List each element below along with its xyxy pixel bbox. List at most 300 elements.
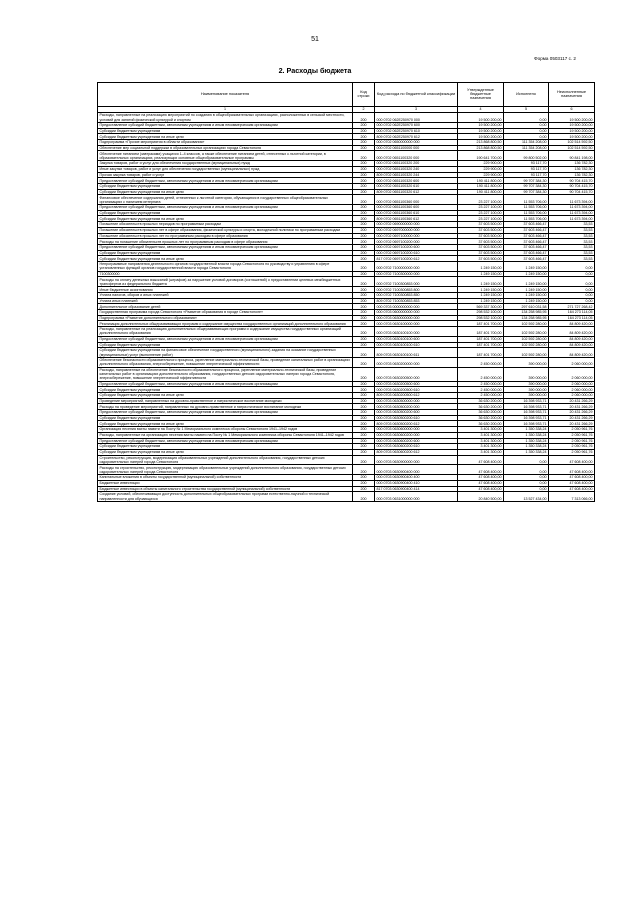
row-approved: 569 337 300,00 <box>458 304 504 310</box>
row-line-code: 200 <box>353 140 375 146</box>
row-line-code: 200 <box>353 455 375 465</box>
header-unexecuted: Неисполненные назначения <box>549 83 595 107</box>
row-expense-code: 809 0703 0630500200 612 <box>375 421 458 427</box>
row-line-code: 200 <box>353 393 375 399</box>
row-line-code: 200 <box>353 304 375 310</box>
row-unexecuted: 0,00 <box>549 271 595 277</box>
row-line-code: 200 <box>353 357 375 367</box>
row-name: Погашение обязательств прошлых лет в сфере образования, физической культуры и спорта, молодежной политики по программным расходам <box>98 227 353 233</box>
row-unexecuted: 11 673 394,00 <box>549 216 595 222</box>
row-unexecuted: 47 608 400,00 <box>549 486 595 492</box>
row-approved: 36 630 200,00 <box>458 398 504 404</box>
row-unexecuted: 2 060 000,00 <box>549 387 595 393</box>
row-expense-code: 000 0702 0651100320 200 <box>375 161 458 167</box>
row-unexecuted: 20 431 266,29 <box>549 415 595 421</box>
row-expense-code: 000 0702 0697100200 600 <box>375 244 458 250</box>
row-unexecuted: 11 673 394,00 <box>549 210 595 216</box>
row-name: Организация несения вахты памяти на Посту № 1 Мемориального комплекса обороны Севастополя 1941–1942 годов <box>98 427 353 433</box>
row-approved: 36 630 200,00 <box>458 415 504 421</box>
row-executed: 16 398 933,71 <box>504 410 549 416</box>
row-line-code: 200 <box>353 256 375 262</box>
row-executed: 0,00 <box>504 455 549 465</box>
row-name: 7100300000 <box>98 271 353 277</box>
row-expense-code: 000 0703 0630500200 610 <box>375 415 458 421</box>
row-expense-code: 000 0703 0630900000 000 <box>375 455 458 465</box>
row-name: Расходы на строительство, реконструкцию, модернизацию образовательных учреждений дополнительного образования, государственных детских оздоровительных лагерей города Севастополя <box>98 465 353 475</box>
row-approved: 36 630 200,00 <box>458 421 504 427</box>
row-line-code: 200 <box>353 321 375 327</box>
row-unexecuted: 47 608 400,00 <box>549 455 595 465</box>
row-approved: 190 641 700,00 <box>458 151 504 161</box>
row-unexecuted: 0,00 <box>549 292 595 298</box>
row-approved: 2 450 000,00 <box>458 393 504 399</box>
row-executed: 99 800 502,00 <box>504 151 549 161</box>
row-executed: 16 398 933,71 <box>504 421 549 427</box>
row-line-code: 200 <box>353 465 375 475</box>
row-name: Расходы, направленные на обеспечение безопасности образовательного процесса, укрепление материально-технической базы, проведение капитальных работ в организациях дополнительного образования, государственных детских оздоровительных лагерях города Севастополя, энергосбережение, повышение энергетической эффективности <box>98 367 353 381</box>
row-executed: 16 398 933,71 <box>504 404 549 410</box>
row-unexecuted: 47 608 400,00 <box>549 475 595 481</box>
row-unexecuted: 2 050 961,76 <box>549 444 595 450</box>
row-name: Предоставление субсидий бюджетным, автономным учреждениям и иным некоммерческим организациям <box>98 178 353 184</box>
row-approved: 23 227 100,00 <box>458 216 504 222</box>
row-unexecuted: 33,53 <box>549 233 595 239</box>
row-approved: 187 401 700,00 <box>458 342 504 348</box>
row-name: Предоставление субсидий бюджетным, автономным учреждениям и иным некоммерческим организациям <box>98 438 353 444</box>
table-header-row <box>98 83 595 107</box>
row-executed: 297 610 031,58 <box>504 304 549 310</box>
row-expense-code: 000 0703 0630200000 000 <box>375 357 458 367</box>
row-expense-code: 000 0703 0630900400 400 <box>375 475 458 481</box>
row-name: Погашение обязательств прошлых периодов по программным расходам <box>98 222 353 228</box>
row-unexecuted: 2 060 000,00 <box>549 357 595 367</box>
row-line-code: 200 <box>353 271 375 277</box>
row-unexecuted: 33,53 <box>549 227 595 233</box>
row-approved: 190 411 800,00 <box>458 178 504 184</box>
row-expense-code: 809 0703 0630200500 612 <box>375 393 458 399</box>
row-executed: 102 592 280,00 <box>504 342 549 348</box>
row-name: Государственная программа города Севастополя «Развитие образования в городе Севастополе» <box>98 309 353 315</box>
row-executed: 37 603 466,47 <box>504 256 549 262</box>
row-line-code: 200 <box>353 122 375 128</box>
row-executed: 1 249 150,00 <box>504 277 549 287</box>
row-unexecuted: 33,53 <box>549 222 595 228</box>
row-expense-code: 000 0703 0630200500 000 <box>375 367 458 381</box>
row-executed: 390 000,00 <box>504 381 549 387</box>
row-expense-code: 000 0702 0651100360 600 <box>375 205 458 211</box>
row-unexecuted: 19 500 200,00 <box>549 122 595 128</box>
row-approved: 1 249 150,00 <box>458 261 504 271</box>
row-line-code: 200 <box>353 415 375 421</box>
row-unexecuted: 2 050 961,76 <box>549 438 595 444</box>
row-line-code: 200 <box>353 239 375 245</box>
row-expense-code: 000 0703 0630100100 610 <box>375 342 458 348</box>
row-approved: 187 401 700,00 <box>458 336 504 342</box>
row-unexecuted: 19 500 200,00 <box>549 134 595 140</box>
row-expense-code: 000 0703 0630100100 000 <box>375 327 458 337</box>
row-executed: 11 553 706,00 <box>504 216 549 222</box>
row-name: Субсидии бюджетным учреждениям <box>98 415 353 421</box>
row-executed: 102 592 280,00 <box>504 348 549 358</box>
row-expense-code: 000 0703 0630200500 600 <box>375 381 458 387</box>
row-name: Реализация дополнительных общеразвивающих программ и содержание имущества государственных организаций дополнительного образования <box>98 321 353 327</box>
row-approved: 37 603 500,00 <box>458 233 504 239</box>
row-line-code: 200 <box>353 387 375 393</box>
row-name: Обеспечение питанием (завтраками) учащихся 1–4 классов, а также обеспечение питанием детей, отнесенных к льготной категории, в образовательных организациях, реализующих основные общеобразовательные программы <box>98 151 353 161</box>
row-unexecuted: 0,00 <box>549 287 595 293</box>
row-executed: 93 117,70 <box>504 172 549 178</box>
row-unexecuted: 20 431 266,29 <box>549 410 595 416</box>
row-line-code: 200 <box>353 277 375 287</box>
table-row <box>98 348 595 358</box>
row-approved: 229 900,00 <box>458 161 504 167</box>
row-name: Расходы на погашение обязательств прошлых лет по программным расходам в сфере образования <box>98 239 353 245</box>
row-expense-code: 000 0702 7100300000 000 <box>375 271 458 277</box>
row-unexecuted: 90 841 198,00 <box>549 151 595 161</box>
row-expense-code: 000 0702 0651100320 240 <box>375 166 458 172</box>
row-executed: 0,00 <box>504 480 549 486</box>
row-unexecuted: 90 704 415,70 <box>549 183 595 189</box>
row-expense-code: 000 0703 0630100000 000 <box>375 321 458 327</box>
row-line-code: 200 <box>353 205 375 211</box>
row-unexecuted: 11 673 394,00 <box>549 195 595 205</box>
row-expense-code: 000 0702 0697100000 000 <box>375 233 458 239</box>
row-approved: 37 603 500,00 <box>458 227 504 233</box>
row-approved: 47 608 400,00 <box>458 455 504 465</box>
section-title: 2. Расходы бюджета <box>278 66 352 75</box>
row-name: Обеспечение безопасности образовательного процесса, укрепление материально-технической базы, проведение капитальных работ в организациях дополнительного образования, энергосбережение, повышение энергетической эффективности <box>98 357 353 367</box>
row-unexecuted: 0,00 <box>549 277 595 287</box>
row-executed: 13 527 434,00 <box>504 492 549 502</box>
row-line-code: 200 <box>353 486 375 492</box>
row-approved: 19 500 200,00 <box>458 134 504 140</box>
row-unexecuted: 2 060 000,00 <box>549 367 595 381</box>
row-expense-code: 000 0702 062E250970 000 <box>375 113 458 123</box>
table-row <box>98 277 595 287</box>
row-line-code: 200 <box>353 480 375 486</box>
row-line-code: 200 <box>353 398 375 404</box>
row-approved: 1 249 150,00 <box>458 277 504 287</box>
row-line-code: 200 <box>353 189 375 195</box>
row-name: Субсидии бюджетным учреждениям <box>98 444 353 450</box>
row-unexecuted: 136 782,30 <box>549 166 595 172</box>
row-unexecuted: 19 500 200,00 <box>549 128 595 134</box>
column-number: 4 <box>458 106 504 113</box>
row-line-code: 200 <box>353 449 375 455</box>
header-indicator-name: Наименование показателя <box>98 83 353 107</box>
row-expense-code: 000 0702 0651100320 610 <box>375 183 458 189</box>
row-unexecuted: 2 060 000,00 <box>549 381 595 387</box>
row-line-code: 200 <box>353 166 375 172</box>
row-expense-code: 000 0702 7100300853 850 <box>375 292 458 298</box>
row-name: Непрограммные направления деятельности органов государственной власти города Севастополя по руководству и управлению в сфере установленных функций органов государственной власти города Севастополя <box>98 261 353 271</box>
row-line-code: 200 <box>353 145 375 151</box>
row-expense-code: 000 0703 0630600200 000 <box>375 432 458 438</box>
row-name: Расходы, направленные на реализацию дополнительных общеразвивающих программ и содержание имущества государственных организаций дополнительного образования <box>98 327 353 337</box>
row-expense-code: 000 0702 062E250970 610 <box>375 128 458 134</box>
row-approved: 298 532 100,00 <box>458 309 504 315</box>
table-row <box>98 465 595 475</box>
table-row <box>98 261 595 271</box>
row-unexecuted: 2 050 961,76 <box>549 427 595 433</box>
column-number: 6 <box>549 106 595 113</box>
budget-expenses-table <box>97 82 595 502</box>
row-expense-code: 000 0703 0630500200 000 <box>375 404 458 410</box>
row-approved: 20 840 500,00 <box>458 492 504 502</box>
row-executed: 390 000,00 <box>504 357 549 367</box>
row-approved: 3 401 300,00 <box>458 427 504 433</box>
header-approved: Утвержденные бюджетные назначения <box>458 83 504 107</box>
row-expense-code: 000 0703 0630600200 610 <box>375 444 458 450</box>
row-name: Субсидии бюджетным учреждениям <box>98 250 353 256</box>
row-name: Субсидии бюджетным учреждениям на иные цели <box>98 134 353 140</box>
row-approved: 23 227 100,00 <box>458 210 504 216</box>
header-line-code: Код строки <box>353 83 375 107</box>
row-unexecuted: 102 514 592,50 <box>549 145 595 151</box>
row-name: Предоставление субсидий бюджетным, автономным учреждениям и иным некоммерческим организациям <box>98 381 353 387</box>
row-approved: 187 401 700,00 <box>458 348 504 358</box>
row-unexecuted: 136 782,30 <box>549 161 595 167</box>
row-expense-code: 000 0702 0697100200 000 <box>375 239 458 245</box>
row-expense-code: 000 0702 0697100200 610 <box>375 250 458 256</box>
row-executed: 1 249 150,00 <box>504 271 549 277</box>
table-row <box>98 367 595 381</box>
row-approved: 47 608 400,00 <box>458 465 504 475</box>
row-executed: 16 398 933,71 <box>504 415 549 421</box>
table-row <box>98 327 595 337</box>
row-executed: 1 249 150,00 <box>504 298 549 304</box>
column-number-row <box>98 106 595 113</box>
row-executed: 37 603 466,47 <box>504 250 549 256</box>
row-unexecuted: 84 809 420,00 <box>549 342 595 348</box>
row-name: Строительство, реконструкция, модернизация образовательных учреждений дополнительного образования, государственных детских оздоровительных лагерей города Севастополя <box>98 455 353 465</box>
row-approved: 47 608 400,00 <box>458 480 504 486</box>
row-approved: 23 227 100,00 <box>458 195 504 205</box>
row-unexecuted: 33,53 <box>549 239 595 245</box>
row-expense-code: 000 0702 7100300853 000 <box>375 277 458 287</box>
row-name: Предоставление субсидий бюджетным, автономным учреждениям и иным некоммерческим организациям <box>98 336 353 342</box>
row-name: Субсидии бюджетным учреждениям <box>98 342 353 348</box>
row-unexecuted: 84 809 420,00 <box>549 348 595 358</box>
table-row <box>98 151 595 161</box>
row-approved: 1 249 150,00 <box>458 298 504 304</box>
row-name: Обеспечение мер социальной поддержки в образовательных организациях города Севастополя <box>98 145 353 151</box>
row-approved: 3 401 300,00 <box>458 432 504 438</box>
row-executed: 134 258 985,95 <box>504 309 549 315</box>
row-executed: 134 258 985,95 <box>504 315 549 321</box>
row-expense-code: 000 0703 0630600200 600 <box>375 438 458 444</box>
row-expense-code: 000 0702 7100000000 000 <box>375 261 458 271</box>
row-executed: 93 117,70 <box>504 161 549 167</box>
row-unexecuted: 11 673 394,00 <box>549 205 595 211</box>
row-unexecuted: 136 782,30 <box>549 172 595 178</box>
row-unexecuted: 90 704 415,70 <box>549 178 595 184</box>
row-line-code: 200 <box>353 432 375 438</box>
row-line-code: 200 <box>353 292 375 298</box>
row-approved: 36 630 200,00 <box>458 410 504 416</box>
row-approved: 37 603 500,00 <box>458 239 504 245</box>
row-name: Субсидии бюджетным учреждениям на финансовое обеспечение государственного (муниципального) задания на оказание государственных (муниципальных) услуг (выполнение работ) <box>98 348 353 358</box>
row-line-code: 200 <box>353 492 375 502</box>
row-expense-code: 809 0702 0651100320 612 <box>375 189 458 195</box>
row-executed: 390 000,00 <box>504 393 549 399</box>
row-executed: 37 603 466,47 <box>504 233 549 239</box>
row-line-code: 200 <box>353 216 375 222</box>
row-approved: 47 608 400,00 <box>458 486 504 492</box>
row-expense-code: 809 0703 0630600200 612 <box>375 449 458 455</box>
row-name: Расходы на проведение мероприятий, направленных на духовно-нравственное и патриотическое воспитание молодежи <box>98 404 353 410</box>
row-expense-code: 809 0702 062E250970 612 <box>375 134 458 140</box>
row-line-code: 200 <box>353 233 375 239</box>
row-executed: 93 117,70 <box>504 166 549 172</box>
row-approved: 229 900,00 <box>458 166 504 172</box>
row-line-code: 200 <box>353 250 375 256</box>
row-unexecuted: 84 809 420,00 <box>549 321 595 327</box>
row-executed: 37 603 466,47 <box>504 239 549 245</box>
row-line-code: 200 <box>353 327 375 337</box>
row-executed: 1 350 338,24 <box>504 438 549 444</box>
row-line-code: 200 <box>353 178 375 184</box>
row-name: Субсидии бюджетным учреждениям на иные цели <box>98 449 353 455</box>
row-executed: 0,00 <box>504 128 549 134</box>
column-number: 2 <box>353 106 375 113</box>
row-line-code: 200 <box>353 227 375 233</box>
row-unexecuted: 33,53 <box>549 256 595 262</box>
row-executed: 99 707 384,30 <box>504 189 549 195</box>
table-body <box>98 113 595 502</box>
row-approved: 1 249 150,00 <box>458 292 504 298</box>
row-line-code: 200 <box>353 172 375 178</box>
row-name: Проведение мероприятий, направленных на духовно-нравственное и патриотическое воспитание молодежи <box>98 398 353 404</box>
row-line-code: 200 <box>353 128 375 134</box>
row-name: Предоставление субсидий бюджетным, автономным учреждениям и иным некоммерческим организациям <box>98 244 353 250</box>
row-line-code: 200 <box>353 309 375 315</box>
row-unexecuted: 84 809 420,00 <box>549 327 595 337</box>
row-executed: 102 592 280,00 <box>504 336 549 342</box>
row-name: Субсидии бюджетным учреждениям <box>98 183 353 189</box>
table-row <box>98 492 595 502</box>
row-approved: 2 450 000,00 <box>458 367 504 381</box>
row-executed: 102 592 280,00 <box>504 327 549 337</box>
row-line-code: 200 <box>353 298 375 304</box>
table-row <box>98 455 595 465</box>
row-unexecuted: 84 809 420,00 <box>549 336 595 342</box>
row-expense-code: 000 0702 0690000000 000 <box>375 222 458 228</box>
row-unexecuted: 2 060 000,00 <box>549 393 595 399</box>
row-unexecuted: 20 431 266,29 <box>549 404 595 410</box>
row-name: Субсидии бюджетным учреждениям <box>98 210 353 216</box>
row-executed: 390 000,00 <box>504 387 549 393</box>
row-line-code: 200 <box>353 342 375 348</box>
row-executed: 37 603 466,47 <box>504 227 549 233</box>
row-approved: 37 603 500,00 <box>458 250 504 256</box>
row-unexecuted: 33,53 <box>549 244 595 250</box>
row-executed: 0,00 <box>504 486 549 492</box>
row-executed: 111 354 208,00 <box>504 145 549 151</box>
row-approved: 3 401 300,00 <box>458 438 504 444</box>
row-approved: 298 532 100,00 <box>458 315 504 321</box>
row-line-code: 200 <box>353 210 375 216</box>
row-expense-code: 000 0702 0651100360 610 <box>375 210 458 216</box>
row-expense-code: 809 0703 0630100100 611 <box>375 348 458 358</box>
table-row <box>98 113 595 123</box>
row-name: Расходы, направленные на реализацию мероприятий по созданию в общеобразовательных организациях, расположенных в сельской местности, условий для занятий физической культурой и спортом <box>98 113 353 123</box>
row-approved: 19 500 200,00 <box>458 128 504 134</box>
row-executed: 0,00 <box>504 475 549 481</box>
row-executed: 37 603 466,47 <box>504 244 549 250</box>
row-line-code: 200 <box>353 315 375 321</box>
row-line-code: 200 <box>353 134 375 140</box>
row-expense-code: 809 0702 0651100360 612 <box>375 216 458 222</box>
row-unexecuted: 20 431 266,29 <box>549 421 595 427</box>
row-expense-code: 000 0702 7100300853 800 <box>375 287 458 293</box>
row-approved: 19 500 200,00 <box>458 113 504 123</box>
row-expense-code: 809 0702 7100300853 853 <box>375 298 458 304</box>
row-name: Бюджетные инвестиции в объекты капитального строительства государственной (муниципальной) собственности <box>98 486 353 492</box>
row-line-code: 200 <box>353 404 375 410</box>
row-line-code: 200 <box>353 336 375 342</box>
row-name: Создание условий, обеспечивающих доступность дополнительных общеобразовательных программ естественно-научной и технической направленности для обучающихся <box>98 492 353 502</box>
row-name: Финансовое обеспечение содержания детей, отнесенных к льготной категории, обучающихся в государственных общеобразовательных организациях с наличием интерната <box>98 195 353 205</box>
column-number: 1 <box>98 106 353 113</box>
row-expense-code: 000 0703 0630900400 410 <box>375 480 458 486</box>
row-executed: 102 592 280,00 <box>504 321 549 327</box>
row-unexecuted: 7 313 066,00 <box>549 492 595 502</box>
row-line-code: 200 <box>353 151 375 161</box>
row-name: Капитальные вложения в объекты государственной (муниципальной) собственности <box>98 475 353 481</box>
row-executed: 1 350 338,24 <box>504 432 549 438</box>
row-executed: 390 000,00 <box>504 367 549 381</box>
row-approved: 36 630 200,00 <box>458 404 504 410</box>
row-expense-code: 000 0703 0000000000 000 <box>375 304 458 310</box>
row-approved: 187 401 700,00 <box>458 327 504 337</box>
row-expense-code: 000 0702 0651100000 000 <box>375 145 458 151</box>
row-executed: 111 354 208,00 <box>504 140 549 146</box>
row-unexecuted: 0,00 <box>549 261 595 271</box>
row-executed: 1 350 338,24 <box>504 427 549 433</box>
row-unexecuted: 2 050 961,76 <box>549 449 595 455</box>
row-line-code: 200 <box>353 475 375 481</box>
row-line-code: 200 <box>353 183 375 189</box>
row-name: Прочая закупка товаров, работ и услуг <box>98 172 353 178</box>
row-executed: 1 249 150,00 <box>504 287 549 293</box>
table-row <box>98 357 595 367</box>
row-approved: 47 608 400,00 <box>458 475 504 481</box>
row-unexecuted: 102 514 592,50 <box>549 140 595 146</box>
row-line-code: 200 <box>353 348 375 358</box>
row-expense-code: 817 0702 0697100200 612 <box>375 256 458 262</box>
row-line-code: 200 <box>353 287 375 293</box>
row-approved: 3 401 300,00 <box>458 444 504 450</box>
row-expense-code: 000 0702 0651100320 000 <box>375 151 458 161</box>
row-approved: 37 603 500,00 <box>458 222 504 228</box>
row-name: Подпрограмма «Развитие дополнительного образования» <box>98 315 353 321</box>
header-executed: Исполнено <box>504 83 549 107</box>
row-name: Бюджетные инвестиции <box>98 480 353 486</box>
row-unexecuted: 20 431 266,29 <box>549 398 595 404</box>
row-expense-code: 000 0703 0600000000 000 <box>375 309 458 315</box>
row-unexecuted: 164 273 114,05 <box>549 309 595 315</box>
row-approved: 1 249 150,00 <box>458 271 504 277</box>
row-expense-code: 000 0703 0631000000 000 <box>375 492 458 502</box>
row-executed: 0,00 <box>504 113 549 123</box>
row-executed: 1 249 150,00 <box>504 292 549 298</box>
row-expense-code: 000 0702 062E250970 600 <box>375 122 458 128</box>
page-number: 51 <box>311 36 319 43</box>
row-expense-code: 000 0703 0630200500 610 <box>375 387 458 393</box>
row-name: Уплата иных платежей <box>98 298 353 304</box>
row-name: Закупка товаров, работ и услуг для обеспечения государственных (муниципальных) нужд <box>98 161 353 167</box>
